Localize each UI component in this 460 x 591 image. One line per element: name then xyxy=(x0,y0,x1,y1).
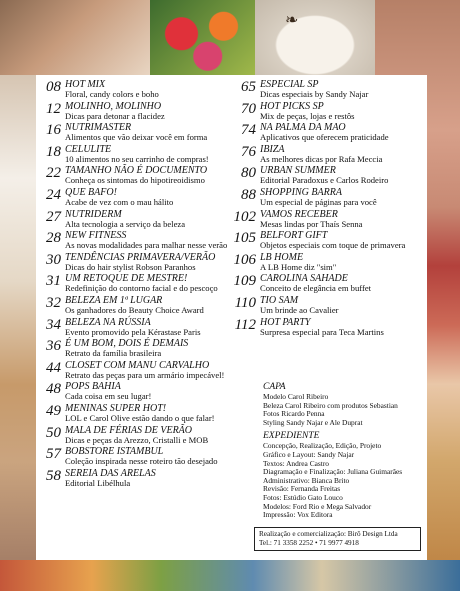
page-number: 30 xyxy=(46,251,61,268)
entry-title: NUTRIDERM xyxy=(65,208,122,220)
contents-entry[interactable] xyxy=(36,426,236,448)
entry-text xyxy=(65,166,207,185)
page-number: 31 xyxy=(46,273,61,290)
contents-entry[interactable] xyxy=(36,210,236,232)
entry-text xyxy=(260,80,368,99)
entry-title: HOT PARTY xyxy=(260,316,311,328)
contents-entry[interactable] xyxy=(231,145,427,167)
expediente-line: Fotos: Estúdio Gato Louco xyxy=(263,492,343,502)
contents-panel xyxy=(36,75,427,560)
entry-description: Floral, candy colors e boho xyxy=(65,89,159,99)
contents-entry[interactable] xyxy=(36,318,236,340)
entry-description: Alta tecnologia a serviço da beleza xyxy=(65,218,186,229)
entry-title: BELEZA NA RÚSSIA xyxy=(65,316,151,328)
entry-text xyxy=(65,404,215,423)
page-number: 65 xyxy=(241,79,256,95)
entry-title: CLOSET COM MANU CARVALHO xyxy=(65,359,210,371)
entry-text xyxy=(260,296,339,315)
contents-entry[interactable] xyxy=(36,274,236,296)
page-number: 106 xyxy=(233,251,256,268)
entry-title: TIO SAM xyxy=(260,294,299,306)
expediente-heading: EXPEDIENTE xyxy=(263,431,320,442)
expediente-line: Administrativo: Bianca Brito xyxy=(263,475,350,485)
entry-text xyxy=(65,339,188,358)
entry-description: 10 alimentos no seu carrinho de compras! xyxy=(65,153,209,164)
entry-title: TAMANHO NÃO É DOCUMENTO xyxy=(65,165,208,177)
entry-title: NEW FITNESS xyxy=(65,230,127,242)
contents-entry[interactable] xyxy=(231,166,427,188)
butterfly-icon: ❧ xyxy=(285,12,299,29)
capa-line: Beleza Carol Ribeiro com produtos Sebastian xyxy=(263,400,398,410)
entry-text xyxy=(260,253,336,272)
page-number: 34 xyxy=(46,316,61,333)
capa-line: Styling Sandy Najar e Ale Duprat xyxy=(263,417,363,427)
capa-heading: CAPA xyxy=(263,382,286,392)
entry-description: Evento promovido pela Kérastase Paris xyxy=(65,326,201,337)
entry-text xyxy=(65,318,201,337)
contents-entry[interactable] xyxy=(36,145,236,167)
entry-title: NA PALMA DA MAO xyxy=(260,122,346,134)
contents-column-right xyxy=(231,80,427,339)
contact-line-phone: Tel.: 71 3358 2252 • 71 9977 4918 xyxy=(259,539,359,547)
contents-entry[interactable] xyxy=(231,188,427,210)
page-number: 16 xyxy=(46,122,61,139)
entry-description: Retrato das peças para um armário impecável! xyxy=(65,369,225,380)
photo-woman-top-left xyxy=(0,0,150,75)
page-number: 105 xyxy=(233,230,256,247)
expediente-line: Gráfico e Layout: Sandy Najar xyxy=(263,449,355,459)
contents-entry[interactable] xyxy=(36,469,236,491)
page-number: 08 xyxy=(46,79,61,95)
entry-text xyxy=(65,447,218,466)
photo-strip-left xyxy=(0,75,36,591)
expediente-line: Textos: Andrea Castro xyxy=(263,458,329,468)
entry-description: Dicas para detonar a flacidez xyxy=(65,110,165,121)
page-number: 18 xyxy=(46,143,61,160)
entry-text xyxy=(65,382,151,401)
entry-description: Um brinde ao Cavalier xyxy=(260,304,339,315)
contents-entry[interactable] xyxy=(36,188,236,210)
entry-description: A LB Home diz "sim" xyxy=(260,261,337,272)
contents-entry[interactable] xyxy=(36,447,236,469)
entry-title: BELEZA EM 1ª LUGAR xyxy=(65,294,163,306)
entry-description: Os ganhadores do Beauty Choice Award xyxy=(65,304,204,315)
entry-description: Surpresa especial para Teca Martins xyxy=(260,326,384,337)
contents-entry[interactable] xyxy=(231,80,427,102)
entry-title: SHOPPING BARRA xyxy=(260,186,342,198)
entry-title: NUTRIMASTER xyxy=(65,122,132,134)
entry-text xyxy=(260,274,371,293)
credits-block xyxy=(263,382,433,520)
page-number: 49 xyxy=(46,402,61,419)
entry-text xyxy=(260,166,388,185)
entry-title: MENINAS SUPER HOT! xyxy=(65,402,167,414)
entry-text xyxy=(260,102,355,121)
entry-title: HOT PICKS SP xyxy=(260,100,324,112)
entry-title: IBIZA xyxy=(260,143,285,155)
entry-title: VAMOS RECEBER xyxy=(260,208,338,220)
entry-title: É UM BOM, DOIS É DEMAIS xyxy=(65,338,189,350)
entry-text xyxy=(65,188,173,207)
expediente-lines xyxy=(263,442,433,519)
page-number: 48 xyxy=(46,381,61,398)
page-number: 44 xyxy=(46,359,61,376)
page-number: 110 xyxy=(234,294,256,311)
entry-text xyxy=(65,469,156,488)
contents-entry[interactable] xyxy=(36,253,236,275)
page-number: 27 xyxy=(46,208,61,225)
capa-line: Fotos Ricardo Penna xyxy=(263,409,325,419)
contents-entry[interactable] xyxy=(36,382,236,404)
expediente-line: Impressão: Vox Editora xyxy=(263,510,333,520)
contents-entry[interactable] xyxy=(231,253,427,275)
entry-text xyxy=(65,361,224,380)
contents-entry[interactable] xyxy=(36,80,236,102)
entry-text xyxy=(65,296,204,315)
entry-description: Dicas e peças da Arezzo, Cristalli e MOB xyxy=(65,434,209,445)
contact-line-company: Realização e comercialização: Birô Design Ltda xyxy=(259,530,398,538)
photo-plate xyxy=(255,0,375,75)
contents-entry[interactable] xyxy=(231,296,427,318)
entry-title: QUE BAFO! xyxy=(65,186,117,198)
contents-entry[interactable] xyxy=(36,339,236,361)
entry-title: POPS BAHIA xyxy=(65,381,121,393)
contents-entry[interactable] xyxy=(36,166,236,188)
page-number: 22 xyxy=(46,165,61,182)
entry-text xyxy=(65,274,218,293)
entry-title: CELULITE xyxy=(65,143,112,155)
entry-text xyxy=(260,145,382,164)
entry-text xyxy=(260,231,405,250)
page-number: 58 xyxy=(46,467,61,484)
entry-description: Retrato da família brasileira xyxy=(65,348,162,359)
entry-text xyxy=(65,231,227,250)
entry-text xyxy=(65,80,159,99)
expediente-line: Concepção, Realização, Edição, Projeto xyxy=(263,441,382,451)
entry-title: SEREIA DAS ARELAS xyxy=(65,467,156,479)
entry-title: MOLINHO, MOLINHO xyxy=(65,100,162,112)
contents-entry[interactable] xyxy=(36,404,236,426)
entry-description: Aplicativos que oferecem praticidade xyxy=(260,132,389,143)
entry-text xyxy=(65,145,209,164)
contents-entry[interactable] xyxy=(36,296,236,318)
entry-title: TENDÊNCIAS PRIMAVERA/VERÃO xyxy=(65,251,216,263)
contact-box xyxy=(254,527,421,551)
contents-entry[interactable] xyxy=(231,318,427,340)
contents-entry[interactable] xyxy=(36,102,236,124)
contents-entry[interactable] xyxy=(231,274,427,296)
entry-text xyxy=(65,210,185,229)
entry-description: Um especial de páginas para você xyxy=(260,196,377,207)
contents-entry[interactable] xyxy=(36,361,236,383)
contents-entry[interactable] xyxy=(36,231,236,253)
entry-description: Objetos especiais com toque de primavera xyxy=(260,240,406,251)
entry-text xyxy=(65,123,207,142)
entry-text xyxy=(260,188,377,207)
entry-text xyxy=(260,123,389,142)
contents-column-left xyxy=(36,80,236,490)
page-number: 88 xyxy=(241,186,256,203)
contents-entry[interactable] xyxy=(36,123,236,145)
page-number: 109 xyxy=(233,273,256,290)
entry-title: HOT MIX xyxy=(65,79,106,90)
entry-description: Alimentos que vão deixar você em forma xyxy=(65,132,208,143)
capa-lines xyxy=(263,393,433,427)
expediente-line: Modelos: Ford Rio e Mega Salvador xyxy=(263,501,372,511)
page-number: 74 xyxy=(241,122,256,139)
entry-description: Acabe de vez com o mau hálito xyxy=(65,196,174,207)
entry-text xyxy=(65,102,165,121)
entry-title: BELFORT GIFT xyxy=(260,230,328,242)
entry-description: Editorial Libélhula xyxy=(65,477,131,488)
expediente-line: Revisão: Fernanda Freitas xyxy=(263,484,341,494)
entry-title: MALA DE FÉRIAS DE VERÃO xyxy=(65,424,193,436)
entry-description: Cada coisa em seu lugar! xyxy=(65,391,152,402)
page-number: 50 xyxy=(46,424,61,441)
page-number: 80 xyxy=(241,165,256,182)
contents-entry[interactable] xyxy=(231,231,427,253)
entry-text xyxy=(260,318,384,337)
entry-description: Conceito de elegância em buffet xyxy=(260,283,372,294)
page-number: 28 xyxy=(46,230,61,247)
entry-text xyxy=(65,253,215,272)
entry-text xyxy=(260,210,362,229)
expediente-line: Diagramação e Finalização: Juliana Guimarães xyxy=(263,467,403,477)
entry-title: CAROLINA SAHADE xyxy=(260,273,348,285)
page-number: 57 xyxy=(46,446,61,463)
page-number: 70 xyxy=(241,100,256,117)
entry-description: Mesas lindas por Thaís Senna xyxy=(260,218,363,229)
contents-entry[interactable] xyxy=(231,210,427,232)
entry-text xyxy=(65,426,208,445)
page-number: 102 xyxy=(233,208,256,225)
entry-title: ESPECIAL SP xyxy=(260,79,319,90)
entry-title: BOBSTORE ISTAMBUL xyxy=(65,446,164,458)
entry-description: Conheça os sintomas do hipotireoidismo xyxy=(65,175,205,186)
entry-description: Mix de peças, lojas e restôs xyxy=(260,110,355,121)
entry-title: URBAN SUMMER xyxy=(260,165,336,177)
photo-strip-bottom xyxy=(0,560,460,591)
entry-title: UM RETOQUE DE MESTRE! xyxy=(65,273,188,285)
entry-description: Dicas do hair stylist Robson Paranhos xyxy=(65,261,196,272)
entry-description: Editorial Paradoxus e Carlos Rodeiro xyxy=(260,175,389,186)
entry-title: LB HOME xyxy=(260,251,304,263)
contents-entry[interactable] xyxy=(231,102,427,124)
page-number: 112 xyxy=(234,316,256,333)
entry-description: As melhores dicas por Rafa Meccia xyxy=(260,153,383,164)
entry-description: Coleção inspirada nesse roteiro tão desejado xyxy=(65,456,218,467)
page-number: 24 xyxy=(46,186,61,203)
page-number: 32 xyxy=(46,294,61,311)
capa-line: Modelo Carol Ribeiro xyxy=(263,392,329,401)
entry-description: As novas modalidades para malhar nesse verão xyxy=(65,240,228,251)
contents-entry[interactable] xyxy=(231,123,427,145)
entry-description: LOL e Carol Olive estão dando o que falar! xyxy=(65,412,215,423)
page-number: 76 xyxy=(241,143,256,160)
page-number: 36 xyxy=(46,338,61,355)
entry-description: Redefinição do contorno facial e do pescoço xyxy=(65,283,218,294)
photo-flowers xyxy=(150,0,255,75)
page-number: 12 xyxy=(46,100,61,117)
entry-description: Dicas especiais by Sandy Najar xyxy=(260,89,369,99)
